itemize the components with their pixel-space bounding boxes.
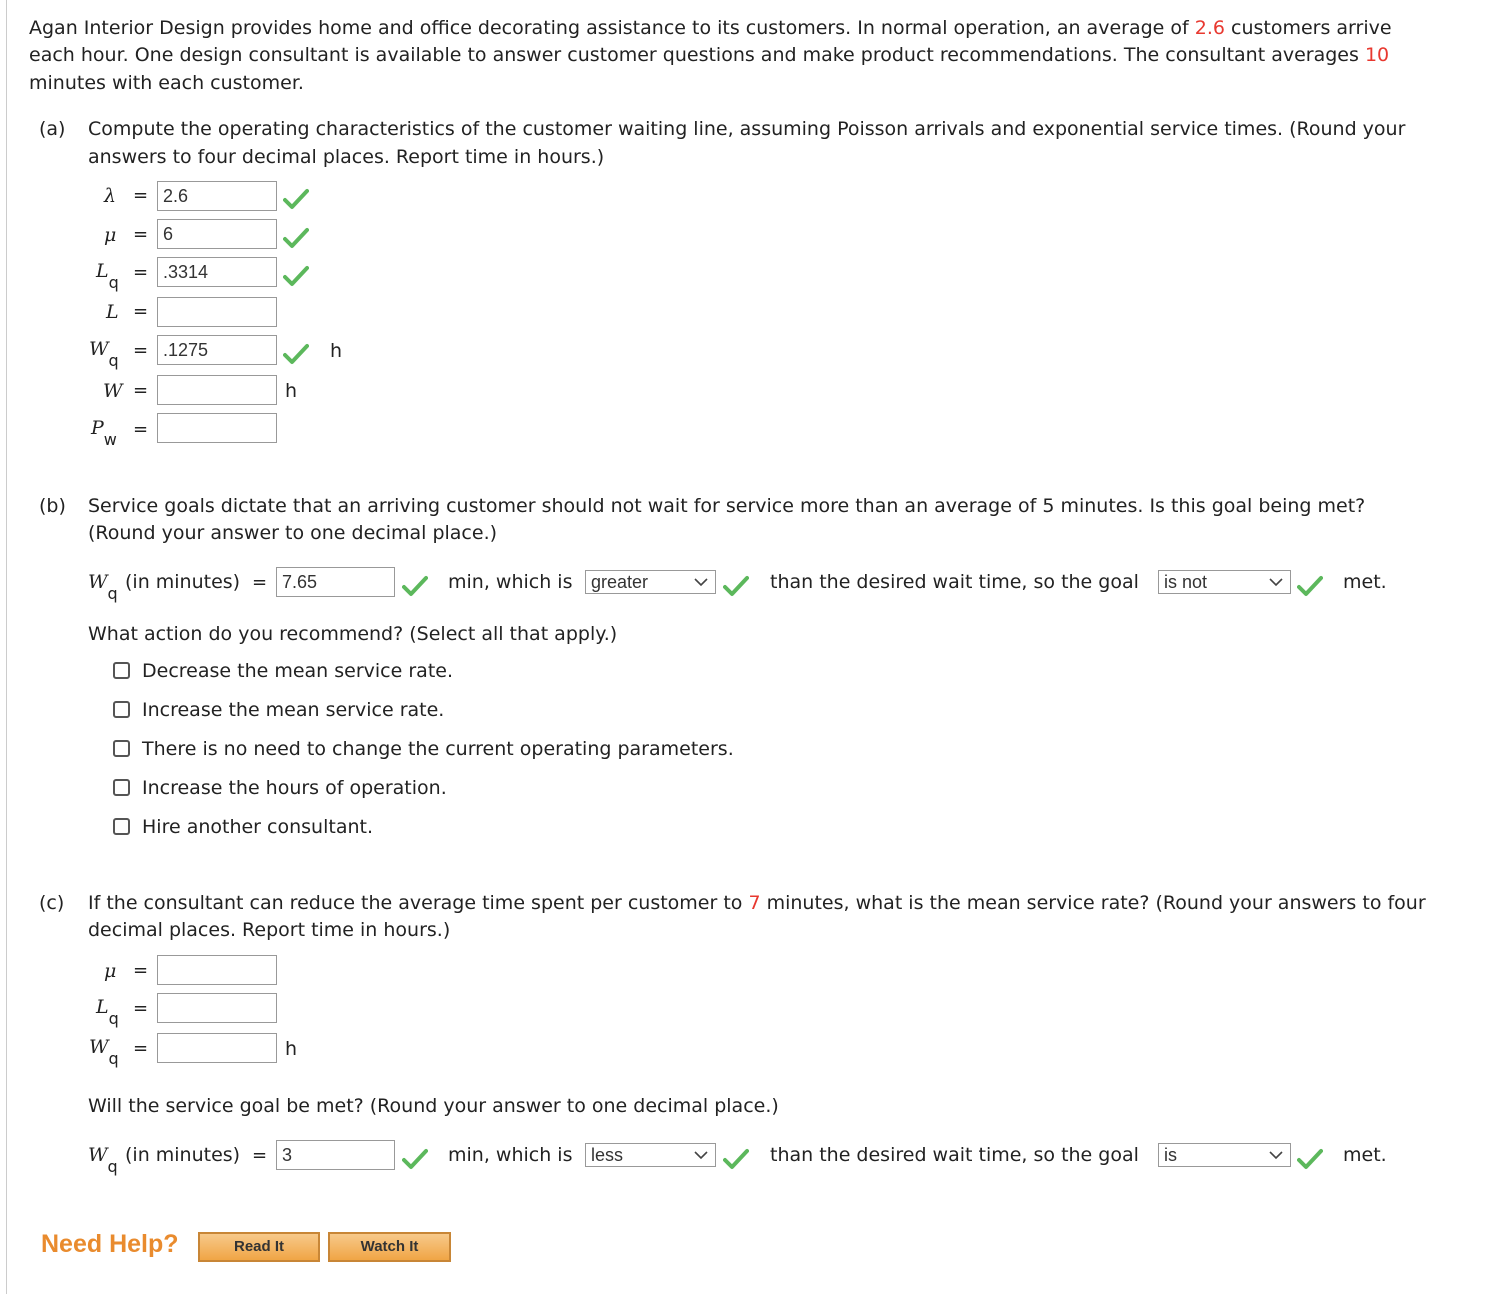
w-symbol: W [103, 380, 123, 402]
check-icon [723, 575, 749, 597]
part-b-prompt-2: (Round your answer to one decimal place.) [88, 522, 498, 544]
read-it-button[interactable]: Read It [198, 1232, 320, 1262]
option-label: Increase the hours of operation. [142, 777, 447, 799]
wq-minutes-label: (in minutes) [125, 1144, 241, 1166]
wq-symbol: $W_q$ [89, 1036, 119, 1068]
equals-sign: = [133, 224, 149, 245]
goal-prompt: Will the service goal be met? (Round your answer to one decimal place.) [88, 1095, 779, 1117]
equals-sign: = [133, 185, 149, 206]
problem-line-2: each hour. One design consultant is available to answer customer questions and make product recommendations. The consultant averages 10 [29, 44, 1390, 66]
option-label: Decrease the mean service rate. [142, 660, 453, 682]
pw-symbol: $P_w$ [91, 417, 117, 449]
equals-sign: = [133, 998, 149, 1019]
equals-sign: = [133, 262, 149, 283]
w-input[interactable] [157, 375, 277, 405]
c-compare-select[interactable]: less [585, 1143, 716, 1167]
option-checkbox[interactable] [113, 701, 130, 718]
service-minutes-value: 10 [1364, 44, 1390, 66]
wq-minutes-input[interactable]: 7.65 [276, 567, 395, 597]
option-label: Hire another consultant. [142, 816, 373, 838]
l-symbol: L [106, 301, 119, 323]
check-icon [283, 227, 309, 249]
part-a-prompt-1: Compute the operating characteristics of the customer waiting line, assuming Poisson arrivals and exponential service times. (Round your [88, 118, 1406, 140]
problem-line-3: minutes with each customer. [29, 72, 304, 94]
watch-it-button[interactable]: Watch It [328, 1232, 451, 1262]
option-checkbox[interactable] [113, 779, 130, 796]
part-c-prompt-1: If the consultant can reduce the average time spent per customer to 7 minutes, what is the mean service rate? (Round your answers to four [88, 892, 1426, 914]
mu-symbol: μ [104, 224, 117, 246]
option-label: Increase the mean service rate. [142, 699, 445, 721]
option-label: There is no need to change the current operating parameters. [142, 738, 734, 760]
c-wq-input[interactable] [157, 1033, 277, 1063]
pw-input[interactable] [157, 413, 277, 443]
equals-sign: = [252, 572, 268, 593]
equals-sign: = [252, 1145, 268, 1166]
c-wq-unit: h [285, 1038, 298, 1060]
equals-sign: = [133, 380, 149, 401]
chevron-down-icon [1268, 574, 1284, 590]
chevron-down-icon [693, 574, 709, 590]
min-which-is-text: min, which is [448, 1144, 573, 1166]
lambda-input[interactable]: 2.6 [157, 181, 277, 211]
lq-symbol: $L_q$ [96, 260, 119, 292]
wq-unit: h [330, 340, 343, 362]
desired-wait-text: than the desired wait time, so the goal [770, 1144, 1139, 1166]
l-input[interactable] [157, 297, 277, 327]
check-icon [723, 1148, 749, 1170]
desired-wait-text: than the desired wait time, so the goal [770, 571, 1139, 593]
action-prompt: What action do you recommend? (Select all that apply.) [88, 623, 618, 645]
part-c-label: (c) [39, 892, 65, 914]
arrival-rate-value: 2.6 [1194, 17, 1225, 39]
wq-input[interactable]: .1275 [157, 335, 277, 365]
c-mu-input[interactable] [157, 955, 277, 985]
mu-input[interactable]: 6 [157, 219, 277, 249]
check-icon [283, 188, 309, 210]
part-b-label: (b) [39, 495, 66, 517]
check-icon [1297, 575, 1323, 597]
option-checkbox[interactable] [113, 818, 130, 835]
problem-line-1: Agan Interior Design provides home and office decorating assistance to its customers. In normal operation, an average of 2.6 customers arrive [29, 17, 1392, 39]
part-c-prompt-2: decimal places. Report time in hours.) [88, 919, 451, 941]
new-minutes-value: 7 [748, 892, 761, 914]
chevron-down-icon [693, 1147, 709, 1163]
part-a-label: (a) [39, 118, 66, 140]
min-which-is-text: min, which is [448, 571, 573, 593]
w-unit: h [285, 380, 298, 402]
lq-symbol: $L_q$ [96, 996, 119, 1028]
check-icon [283, 265, 309, 287]
compare-select[interactable]: greater [585, 570, 716, 594]
goal-select[interactable]: is not [1158, 570, 1291, 594]
c-lq-input[interactable] [157, 993, 277, 1023]
equals-sign: = [133, 340, 149, 361]
c-wq-minutes-input[interactable]: 3 [276, 1140, 395, 1170]
met-text: met. [1343, 571, 1387, 593]
equals-sign: = [133, 1038, 149, 1059]
equals-sign: = [133, 301, 149, 322]
check-icon [402, 575, 428, 597]
equals-sign: = [133, 419, 149, 440]
option-checkbox[interactable] [113, 662, 130, 679]
check-icon [1297, 1148, 1323, 1170]
c-goal-select[interactable]: is [1158, 1143, 1291, 1167]
part-b-prompt-1: Service goals dictate that an arriving customer should not wait for service more than an average of 5 minutes. Is this goal being met? [88, 495, 1366, 517]
check-icon [402, 1148, 428, 1170]
lambda-symbol: λ [104, 185, 117, 207]
check-icon [283, 343, 309, 365]
wq-minutes-symbol: $W_q$ [88, 571, 118, 603]
met-text: met. [1343, 1144, 1387, 1166]
equals-sign: = [133, 960, 149, 981]
lq-input[interactable]: .3314 [157, 257, 277, 287]
mu-symbol: μ [104, 960, 117, 982]
chevron-down-icon [1268, 1147, 1284, 1163]
wq-minutes-symbol: $W_q$ [88, 1144, 118, 1176]
wq-minutes-label: (in minutes) [125, 571, 241, 593]
part-a-prompt-2: answers to four decimal places. Report time in hours.) [88, 146, 605, 168]
wq-symbol: $W_q$ [89, 338, 119, 370]
need-help-label: Need Help? [41, 1230, 179, 1258]
option-checkbox[interactable] [113, 740, 130, 757]
